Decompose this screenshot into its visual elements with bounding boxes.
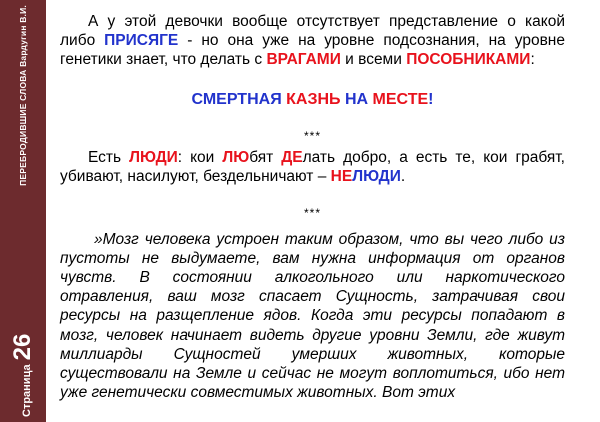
headline (60, 90, 565, 109)
quote-paragraph: »Мозг человека устроен таким образом, что вы чего либо из пустоты не выдумаете, вам нужна информация от органов чувств. В состоянии алкогольного или наркотического отравления, ваш мозг спасает Сущность, затрачивая свои ресурсы на разщепление ядов. Когда эти ресурсы попадают в мозг, человек начинает видеть другие уровни Земли, где живут миллиарды Сущностей умерших животных, которые существовали на Земле и сейчас не могут воплотиться, ибо нет уже генетически совместимых животных. Вот этих (60, 230, 565, 402)
word-vragami: ВРАГАМИ (266, 51, 341, 69)
word-lyu: ЛЮ (222, 149, 250, 167)
p2-text-2: : кои (177, 149, 223, 167)
separator-1: *** (303, 128, 321, 143)
p1-text-4: : (530, 51, 535, 69)
page-number: 26 (9, 333, 36, 361)
paragraph-1 (60, 12, 565, 70)
headline-word-4: МЕСТЕ (372, 90, 429, 108)
headline-word-1: СМЕРТНАЯ (191, 90, 282, 108)
word-prisyage: ПРИСЯГЕ (104, 32, 179, 50)
paragraph-2 (60, 148, 565, 186)
word-nelyudi-lyudi: ЛЮДИ (352, 168, 401, 186)
p2-text-3: бят (249, 149, 282, 167)
word-lyudi: ЛЮДИ (129, 149, 178, 167)
p1-text-1: А у этой девочки вообще отсутствует представление о какой либо (60, 13, 565, 50)
word-de: ДЕ (281, 149, 303, 167)
p1-text-2: - но она уже на уровне подсознания, на уровне генетики знает, что делать с (60, 32, 565, 69)
page-content (60, 12, 565, 402)
page-label (11, 334, 35, 417)
p2-text-1: Есть (88, 149, 130, 167)
headline-word-5: ! (428, 90, 434, 108)
p2-text-4: лать добро, а есть те, кои грабят, убивают, насилуют, бездельничают – (60, 149, 565, 186)
sidebar (0, 0, 46, 422)
sidebar-text (3, 5, 43, 417)
word-posobnikami: ПОСОБНИКАМИ (406, 51, 531, 69)
headline-word-2: КАЗНЬ (286, 90, 341, 108)
word-ne: НЕ (330, 168, 353, 186)
page-word: Страница (21, 364, 33, 417)
series-title: ПЕРЕБРОДИВШИЕ СЛОВА Вардугин В.И. (18, 5, 28, 186)
headline-word-3: НА (340, 90, 373, 108)
p2-text-5: . (400, 168, 406, 186)
separator-2: *** (303, 206, 321, 221)
p1-text-3: и всеми (340, 51, 407, 69)
